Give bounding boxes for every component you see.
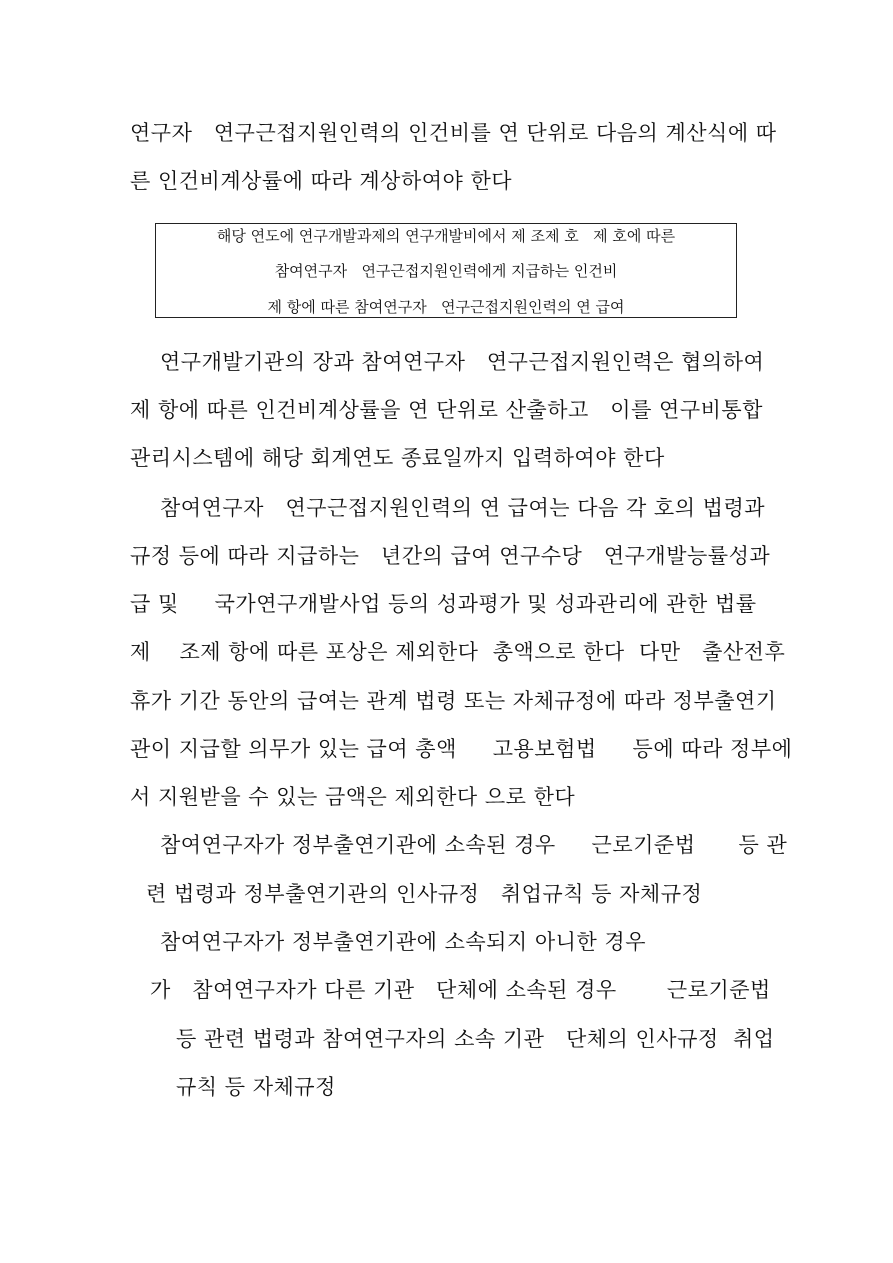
para2-line-5: 휴가 기간 동안의 급여는 관계 법령 또는 자체규정에 따라 정부출연기 [130, 689, 777, 713]
item2-line-1: 참여연구자가 정부출연기관에 소속되지 아니한 경우 [160, 930, 646, 954]
para1-line-3: 관리시스템에 해당 회계연도 종료일까지 입력하여야 한다 [130, 446, 665, 470]
formula-numerator: 해당 연도에 연구개발과제의 연구개발비에서 제 조제 호 제 호에 따른 [216, 227, 676, 245]
item1-line-1: 참여연구자가 정부출연기관에 소속된 경우 근로기준법 등 관 [160, 833, 788, 857]
intro-line-2: 른 인건비계상률에 따라 계상하여야 한다 [130, 169, 513, 193]
para2-line-2: 규정 등에 따라 지급하는 년간의 급여 연구수당 연구개발능률성과 [130, 544, 771, 568]
intro-line-1: 연구자 연구근접지원인력의 인건비를 연 단위로 다음의 계산식에 따 [130, 121, 777, 145]
para2-line-3: 급 및 국가연구개발사업 등의 성과평가 및 성과관리에 관한 법률 [130, 592, 757, 616]
formula-box [155, 223, 737, 318]
para2-line-6: 관이 지급할 의무가 있는 급여 총액 고용보험법 등에 따라 정부에 [130, 737, 793, 761]
sub-a-line-3: 규칙 등 자체규정 [176, 1075, 336, 1099]
para2-line-4: 제 조제 항에 따른 포상은 제외한다 총액으로 한다 다만 출산전후 [130, 640, 786, 664]
formula-denominator: 제 항에 따른 참여연구자 연구근접지원인력의 연 급여 [267, 298, 625, 316]
para1-line-1: 연구개발기관의 장과 참여연구자 연구근접지원인력은 협의하여 [160, 350, 765, 374]
item1-line-2: 련 법령과 정부출연기관의 인사규정 취업규칙 등 자체규정 [146, 882, 703, 906]
formula-numerator-cont: 참여연구자 연구근접지원인력에게 지급하는 인건비 [274, 262, 618, 280]
para1-line-2: 제 항에 따른 인건비계상률을 연 단위로 산출하고 이를 연구비통합 [130, 398, 763, 422]
para2-line-7: 서 지원받을 수 있는 금액은 제외한다 으로 한다 [130, 785, 576, 809]
sub-a-line-2: 등 관련 법령과 참여연구자의 소속 기관 단체의 인사규정 취업 [176, 1027, 775, 1051]
sub-a-line-1: 가 참여연구자가 다른 기관 단체에 소속된 경우 근로기준법 [150, 978, 771, 1002]
para2-line-1: 참여연구자 연구근접지원인력의 연 급여는 다음 각 호의 법령과 [160, 496, 766, 520]
